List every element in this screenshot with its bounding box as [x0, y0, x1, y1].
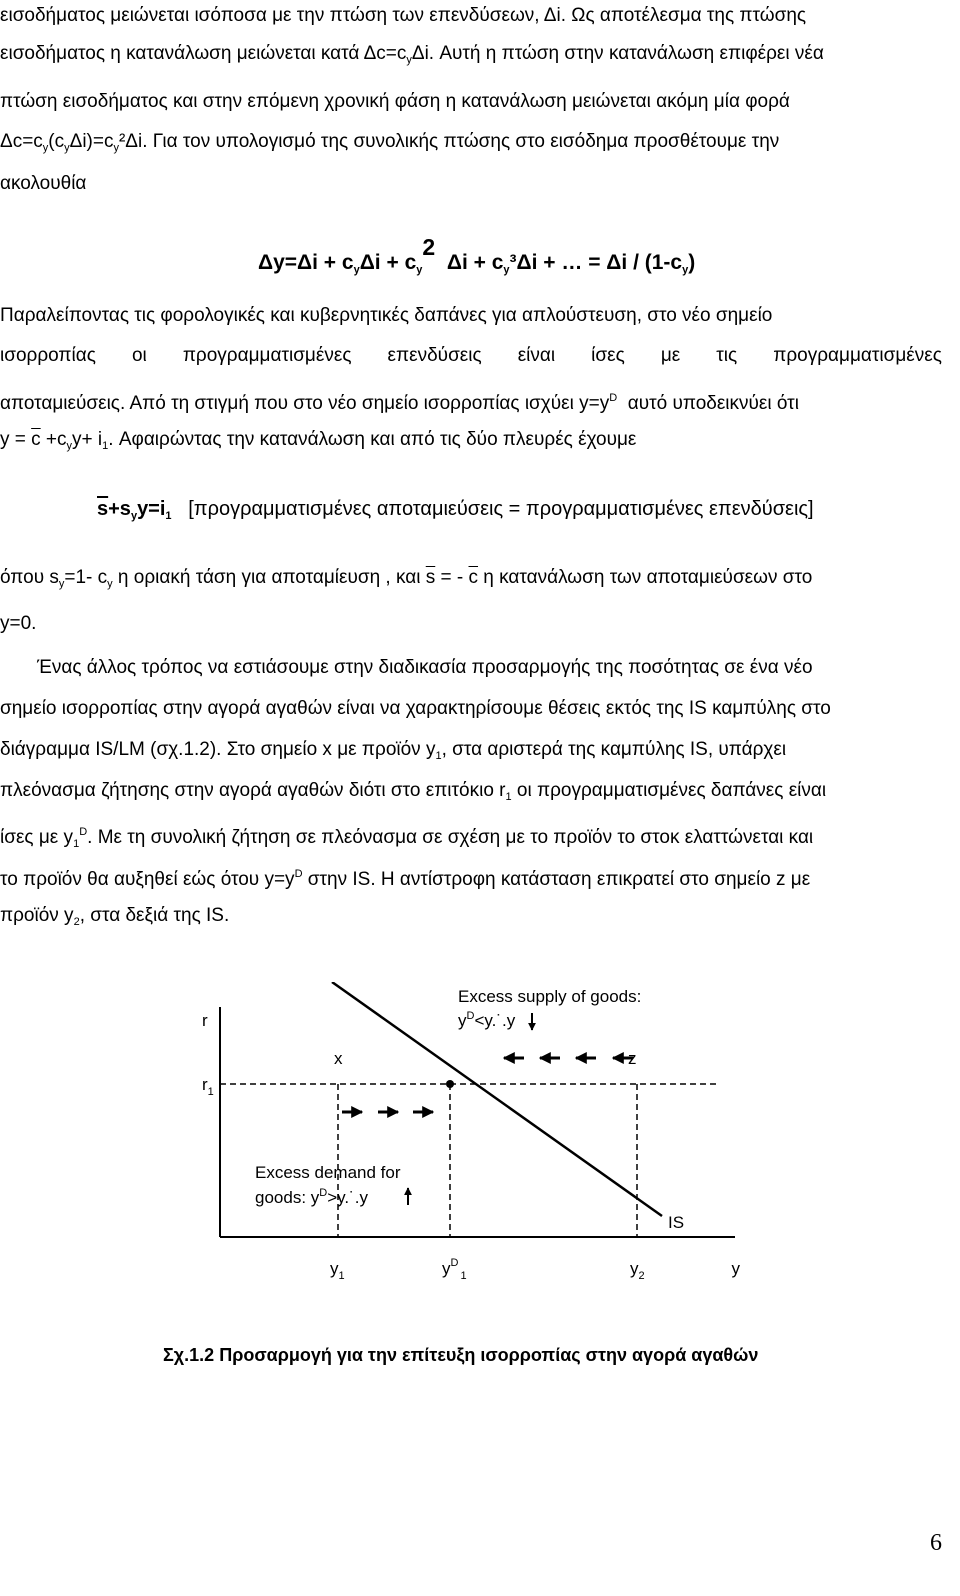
eq-part: ³Δi + … = Δi / (1-c [509, 251, 683, 274]
r-axis-label: r [202, 1011, 208, 1030]
is-curve-label: IS [668, 1213, 685, 1232]
text-line [0, 172, 86, 196]
text: = - [435, 567, 469, 588]
eq-part: Δy=Δi + c [258, 251, 354, 274]
text: y+ i [72, 429, 103, 450]
text: +c [40, 429, 67, 450]
subscript: y [416, 264, 423, 276]
superscript: D [79, 826, 88, 838]
figure-caption: Σχ.1.2 Προσαρμογή για την επίτευξη ισορροπίας στην αγορά αγαθών [163, 1345, 759, 1365]
text-line [0, 656, 813, 680]
subscript: y [58, 578, 65, 590]
text-line [0, 779, 826, 809]
word: ίσες [591, 345, 625, 366]
equation-sum [258, 234, 695, 276]
eq-part: Δi + c [359, 251, 417, 274]
text-line [0, 130, 779, 160]
point-z-label: z [628, 1049, 637, 1068]
text: . Αφαιρώντας την κατανάλωση και από τις δύο πλευρές έχουμε [108, 429, 637, 450]
yd1-label: $y^D_1$ [442, 1257, 467, 1282]
text: σημείο ισορροπίας στην αγορά αγαθών είναι να χαρακτηρίσουμε θέσεις εκτός της IS καμπύλης στο [0, 698, 831, 719]
subscript: y [406, 54, 412, 66]
subscript: y [64, 142, 70, 154]
word: επενδύσεις [387, 345, 482, 366]
eq-part: +s [108, 498, 131, 520]
excess-supply-title: Excess supply of goods: [458, 987, 642, 1006]
text: ²Δi. Για τον υπολογισμό της συνολικής πτώσης στο εισόδημα προσθέτουμε την [118, 131, 780, 152]
subscript: y [66, 440, 73, 452]
word: προγραμματισμένες [182, 345, 352, 366]
y1-label: $y_1$ [330, 1259, 345, 1282]
text: εισοδήματος μειώνεται ισόποσα με την πτώση των επενδύσεων, Δi. Ως αποτέλεσμα της πτώσης [0, 5, 807, 26]
text: =1- c [64, 567, 108, 588]
text-line [0, 428, 636, 458]
word: ισορροπίας [0, 345, 96, 366]
equilibrium-point [446, 1080, 454, 1088]
text-line [0, 4, 806, 28]
text: , στα αριστερά της καμπύλης IS, υπάρχει [441, 739, 787, 760]
excess-demand-title: Excess demand for [255, 1163, 401, 1182]
text: πλεόνασμα ζήτησης στην αγορά αγαθών διότι στο επιτόκιο r [0, 780, 506, 801]
excess-demand-condition: goods: $y^D>y.˙.y$ [255, 1187, 368, 1207]
equation-savings [97, 498, 814, 522]
subscript: y [130, 510, 138, 522]
point-x-label: x [334, 1049, 343, 1068]
subscript: 1 [435, 750, 442, 762]
subscript: 2 [73, 916, 80, 928]
text: όπου s [0, 567, 59, 588]
y-axis-label: y [731, 1259, 740, 1278]
text: y=0. [0, 613, 37, 634]
text: Παραλείποντας τις φορολογικές και κυβερνητικές δαπάνες για απλούστευση, στο νέο σημείο [0, 305, 773, 326]
text: εισοδήματος η κατανάλωση μειώνεται κατά Δc=c [0, 43, 407, 64]
text: αυτό υποδεικνύει ότι [627, 393, 799, 414]
text-line [0, 738, 786, 768]
text: Ένας άλλος τρόπος να εστιάσουμε στην διαδικασία προσαρμογής της ποσότητας σε ένα νέο [36, 657, 813, 678]
subscript: y [353, 264, 360, 276]
y2-label: $y_2$ [630, 1259, 645, 1282]
excess-supply-condition: $y^D<y.˙.y$ [458, 1010, 516, 1030]
text: προϊόν y [0, 905, 74, 926]
text: οι προγραμματισμένες δαπάνες είναι [511, 780, 827, 801]
text-line [0, 304, 772, 328]
text-line [0, 904, 229, 934]
text: . Με τη συνολική ζήτηση σε πλεόνασμα σε σχέση με το προϊόν το στοκ ελαττώνεται και [87, 827, 814, 848]
text: αποταμιεύσεις. Από τη στιγμή που στο νέο σημείο ισορροπίας ισχύει y=y [0, 393, 610, 414]
subscript: 1 [165, 510, 172, 522]
c-bar: $\overline{c}$ [31, 429, 41, 450]
text-line [0, 566, 812, 596]
text: στην IS. Η αντίστροφη κατάσταση επικρατεί στο σημείο z με [302, 869, 811, 890]
eq-part: y=i [137, 498, 166, 520]
word: οι [131, 345, 147, 366]
page-number: 6 [930, 1530, 942, 1556]
word: με [660, 345, 681, 366]
s-bar: $\overline{s}$ [97, 498, 109, 520]
text-line [0, 90, 790, 114]
subscript: 1 [73, 838, 80, 850]
text: Δi)=c [69, 131, 114, 152]
is-curve-diagram [190, 982, 750, 1332]
word: τις [716, 345, 738, 366]
text-line [0, 820, 813, 856]
eq-part: ) [688, 251, 696, 274]
text-line [0, 42, 824, 72]
text: πτώση εισοδήματος και στην επόμενη χρονική φάση η κατανάλωση μειώνεται ακόμη μία φορά [0, 91, 790, 112]
text: διάγραμμα IS/LM (σχ.1.2). Στο σημείο x με προϊόν y [0, 739, 436, 760]
r1-label: $r_1$ [202, 1075, 214, 1098]
s-bar: $\overline{s}$ [425, 567, 436, 588]
superscript: D [609, 392, 618, 404]
text-line [0, 862, 810, 892]
superscript: D [294, 868, 303, 880]
text: Δi. Αυτή η πτώση στην κατανάλωση επιφέρει νέα [411, 43, 824, 64]
text: Δc=c [0, 131, 43, 152]
text: η κατανάλωση των αποταμιεύσεων στο [478, 567, 813, 588]
text: ακολουθία [0, 173, 87, 194]
word: προγραμματισμένες [773, 345, 942, 366]
text-line [0, 612, 36, 636]
text-line [0, 386, 799, 416]
subscript: y [113, 142, 119, 154]
superscript: 2 [422, 234, 436, 260]
subscript: 1 [102, 440, 109, 452]
c-bar: $\overline{c}$ [468, 567, 479, 588]
subscript: y [42, 142, 49, 154]
subscript: y [682, 264, 689, 276]
text-line-justified [0, 344, 942, 368]
word: είναι [517, 345, 556, 366]
text: η οριακή τάση για αποταμίευση , και [112, 567, 426, 588]
text: , στα δεξιά της IS. [79, 905, 230, 926]
text: (c [48, 131, 65, 152]
text: y = [0, 429, 32, 450]
text: ίσες με y [0, 827, 74, 848]
eq-part: Δi + c [446, 251, 504, 274]
eq-note: [προγραμματισμένες αποταμιεύσεις = προγραμματισμένες επενδύσεις] [188, 498, 814, 520]
subscript: y [107, 578, 113, 590]
text: το προϊόν θα αυξηθεί εώς ότου y=y [0, 869, 295, 890]
text-line [0, 697, 831, 721]
subscript: y [503, 264, 510, 276]
subscript: 1 [505, 791, 512, 803]
